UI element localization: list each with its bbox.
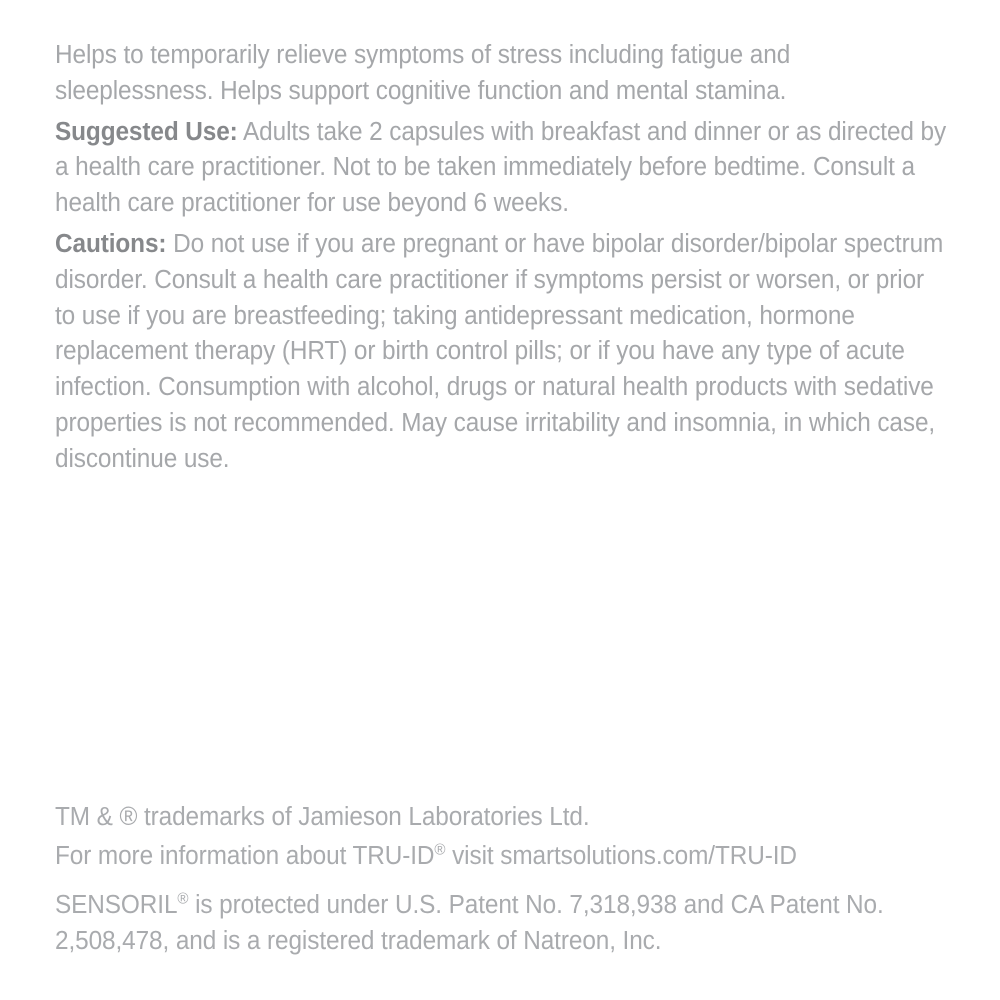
- tru-id-suffix: visit smartsolutions.com/TRU-ID: [445, 842, 797, 870]
- suggested-use-paragraph: [55, 115, 948, 222]
- registered-trademark-icon: ®: [177, 890, 189, 908]
- sensoril-patent-note: [55, 888, 948, 960]
- sensoril-patent-text: is protected under U.S. Patent No. 7,318,938 and CA Patent No. 2,508,478, and is a registered trademark of Natreon, Inc.: [55, 891, 884, 955]
- suggested-use-text: Adults take 2 capsules with breakfast and dinner or as directed by a health care practitioner. Not to be taken immediately before bedtime. Consult a health care practitioner for use beyond 6 weeks.: [55, 117, 947, 218]
- benefits-paragraph: Helps to temporarily relieve symptoms of stress including fatigue and sleeplessness. Helps support cognitive function and mental stamina.: [55, 41, 791, 105]
- cautions-label: Cautions:: [55, 229, 167, 258]
- product-information-block: [55, 38, 950, 478]
- legal-footer-block: [55, 798, 950, 960]
- tru-id-information-line: [55, 837, 948, 876]
- suggested-use-label: Suggested Use:: [55, 117, 238, 146]
- jamieson-trademark-line: TM & ® trademarks of Jamieson Laboratories Ltd.: [55, 803, 590, 831]
- sensoril-brand-name: SENSORIL: [55, 891, 178, 919]
- cautions-paragraph: [55, 227, 948, 478]
- tru-id-prefix: For more information about TRU-ID: [55, 842, 435, 870]
- registered-trademark-icon: ®: [434, 841, 446, 859]
- cautions-text: Do not use if you are pregnant or have bipolar disorder/bipolar spectrum disorder. Consult a health care practitioner if symptoms persist or worsen, or prior to use if you are breastfeeding; taking antidepressant medication, hormone replacement therapy (HRT) or birth control pills; or if you have any type of acute infection. Consumption with alcohol, drugs or natural health products with sedative properties is not recommended. May cause irritability and insomnia, in which case, discontinue use.: [55, 229, 944, 473]
